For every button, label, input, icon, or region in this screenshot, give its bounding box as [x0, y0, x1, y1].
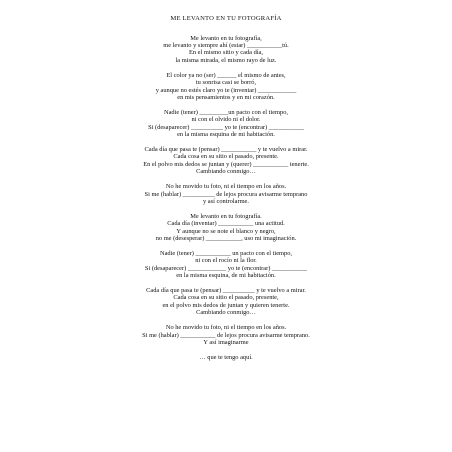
- lyric-line: Nadie (tener) ___________ un pacto con el tiempo,: [159, 249, 293, 257]
- lyric-line: en la misma esquina de mi habitación.: [177, 131, 275, 139]
- lyric-line: Cada cosa en su sitio el pasado, presente.: [173, 153, 279, 161]
- lyric-line: Si (desaparecer) __________ yo te (encontrar) ___________: [148, 123, 304, 131]
- stanza: [0, 324, 452, 346]
- lyric-line: Si (desaparecer) ____________ yo te (encontrar) ___________: [144, 264, 308, 272]
- stanza: [0, 109, 452, 139]
- lyric-line: me levanto y siempre ahí (estar) ___________tú.: [163, 42, 289, 49]
- lyric-line: Cambiando conmigo…: [196, 309, 256, 317]
- stanza: [0, 146, 452, 176]
- lyric-line: … que te tengo aquí.: [199, 353, 253, 361]
- lyric-line: Y aunque no se note el blanco y negro,: [176, 227, 276, 235]
- lyric-line: Me levanto en tu fotografía.: [190, 212, 262, 220]
- stanza: [0, 183, 452, 205]
- lyric-line: Me levanto en tu fotografía,: [190, 34, 262, 42]
- lyric-line: tu sonrisa casi se borró,: [195, 79, 257, 87]
- stanza: [0, 213, 452, 243]
- lyric-line: Cada día que pasa te (pensar) ___________ y te vuelvo a mirar.: [144, 145, 308, 153]
- stanza: [0, 287, 452, 317]
- lyric-line: En el mismo sitio y cada día,: [188, 49, 263, 57]
- lyric-line: No he movido tu foto, ni el tiempo en los años.: [165, 183, 287, 191]
- lyric-line: en la misma esquina, de mi habitación.: [176, 272, 276, 280]
- lyric-line: En el polvo mis dedos se juntan y (querer) ___________ tenerte.: [143, 160, 309, 168]
- lyric-line: ni con el rocío ni la flor.: [195, 257, 257, 265]
- lyric-line: en el polvo mis dedos de juntan y quieren tenerte.: [162, 301, 290, 309]
- stanza: [0, 72, 452, 102]
- lyric-line: Si me (hablar) ___________ de lejos procura avisarme temprano.: [142, 331, 310, 339]
- lyric-line: ni con el olvido ni el dolor.: [191, 116, 261, 124]
- lyric-line: Cada día que pasa te (pensar) __________ y te vuelvo a mirar.: [146, 287, 306, 295]
- stanza: [0, 354, 452, 361]
- lyric-line: y aunque no estés claro yo te (inventar) ____________: [155, 86, 297, 94]
- lyric-line: Y así imaginarme: [203, 339, 249, 346]
- lyric-line: Cada día (inventar) ___________ una actitud.: [167, 220, 285, 228]
- lyric-line: Cada cosa en su sitio el pasado, presente,: [173, 294, 279, 302]
- lyric-line: Cambiando conmigo…: [196, 168, 256, 176]
- lyric-line: no me (desesperar) ___________, uso mi imaginación.: [155, 235, 297, 243]
- lyric-line: en mis pensamientos y en mi corazón.: [177, 93, 275, 101]
- lyrics-body: [0, 35, 452, 362]
- stanza: [0, 35, 452, 65]
- lyric-line: No he movido tu foto, ni el tiempo en los años.: [165, 324, 287, 332]
- stanza: [0, 250, 452, 280]
- song-title: ME LEVANTO EN TU FOTOGRAFÍA: [170, 15, 282, 22]
- lyric-line: la misma mirada, el mismo rayo de luz.: [175, 56, 277, 64]
- lyric-line: y así controlarme.: [203, 197, 249, 205]
- lyric-line: Nadie (tener) _________un pacto con el tiempo,: [163, 108, 289, 116]
- lyric-line: Si me (hablar) __________ de lejos procura avisarme temprano: [144, 190, 308, 198]
- lyric-line: El color ya no (ser) ______ el mismo de antes,: [166, 71, 286, 79]
